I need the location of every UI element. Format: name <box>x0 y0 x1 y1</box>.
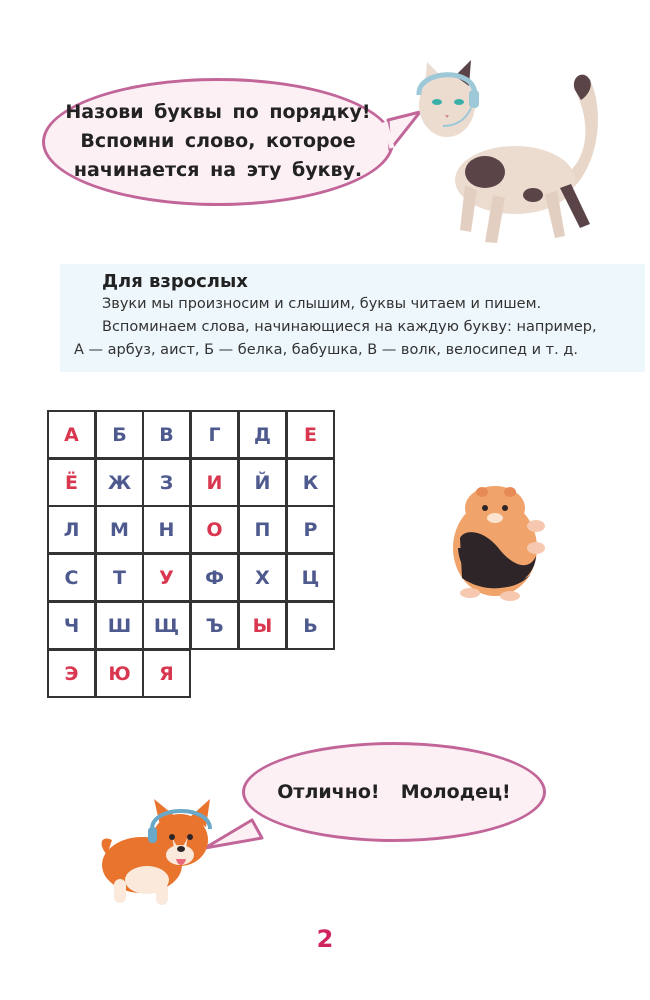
letter-cell: Ш <box>95 601 144 650</box>
letter-cell: Е <box>286 410 335 459</box>
top-bubble-line-1: Назови буквы по порядку! <box>65 101 371 123</box>
letter-cell: Н <box>142 505 191 554</box>
letter-cell: Г <box>190 410 239 459</box>
top-bubble-line-2: Вспомни слово, которое <box>80 130 356 152</box>
top-bubble-line-3: начинается на эту букву. <box>73 159 363 181</box>
letter-cell: К <box>286 458 335 507</box>
letter-cell: П <box>238 505 287 554</box>
letter-cell: Ё <box>47 458 96 507</box>
letter-cell: Ы <box>238 601 287 650</box>
letter-cell: Д <box>238 410 287 459</box>
letter-cell: Ю <box>95 649 144 698</box>
letter-cell: Я <box>142 649 191 698</box>
letter-cell: Ф <box>190 553 239 602</box>
letter-cell: С <box>47 553 96 602</box>
letter-cell: И <box>190 458 239 507</box>
letter-cell: В <box>142 410 191 459</box>
corgi-icon <box>92 795 222 910</box>
letter-cell: Й <box>238 458 287 507</box>
adults-line-2: Вспоминаем слова, начинающиеся на каждую букву: например, <box>102 319 597 335</box>
letter-cell: М <box>95 505 144 554</box>
adults-title: Для взрослых <box>102 271 248 292</box>
letter-cell: З <box>142 458 191 507</box>
letter-cell: Л <box>47 505 96 554</box>
bottom-bubble-text: Отлично! Молодец! <box>277 781 511 803</box>
letter-cell: Б <box>95 410 144 459</box>
letter-cell: Х <box>238 553 287 602</box>
letter-cell: О <box>190 505 239 554</box>
letter-cell: Р <box>286 505 335 554</box>
page-number: 2 <box>316 925 334 953</box>
letter-cell: Т <box>95 553 144 602</box>
letter-cell: А <box>47 410 96 459</box>
letter-cell: Ъ <box>190 601 239 650</box>
letter-cell: Ц <box>286 553 335 602</box>
letter-cell: Щ <box>142 601 191 650</box>
letter-cell: Ь <box>286 601 335 650</box>
letter-cell: У <box>142 553 191 602</box>
letter-cell: Ч <box>47 601 96 650</box>
adults-line-1: Звуки мы произносим и слышим, буквы читаем и пишем. <box>102 296 542 312</box>
adults-line-3: А — арбуз, аист, Б — белка, бабушка, В — волк, велосипед и т. д. <box>74 342 578 358</box>
letter-cell: Э <box>47 649 96 698</box>
letter-cell: Ж <box>95 458 144 507</box>
